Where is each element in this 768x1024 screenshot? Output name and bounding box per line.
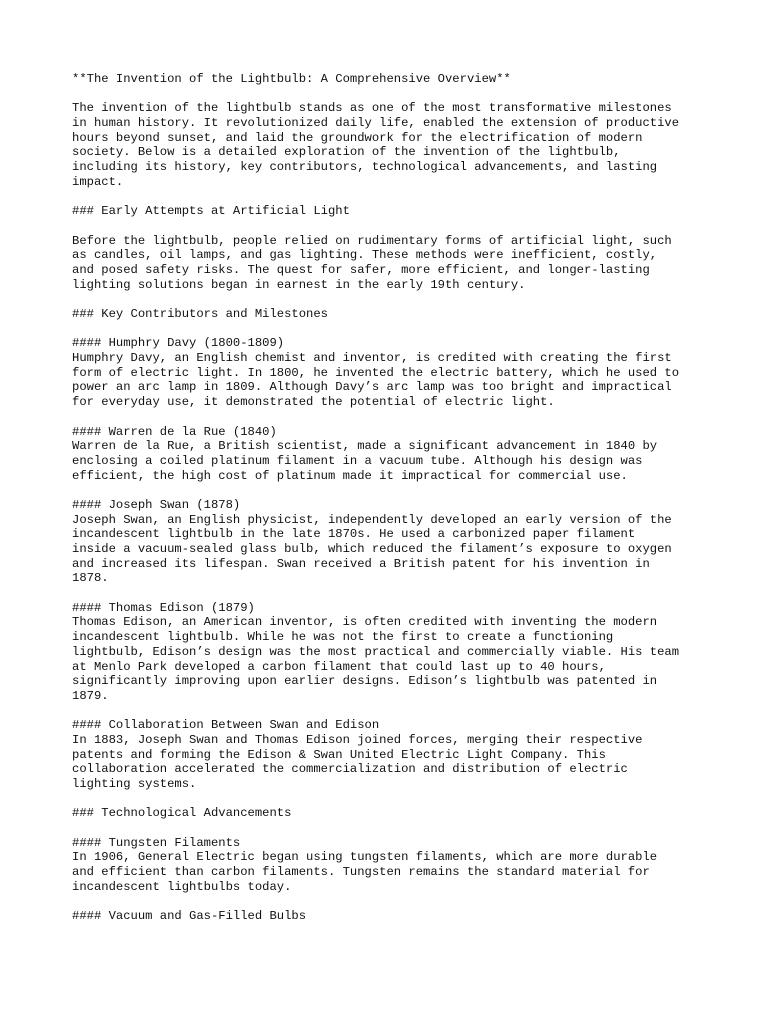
- text-line: #### Warren de la Rue (1840): [72, 424, 277, 439]
- text-line: for everyday use, it demonstrated the potential of electric light.: [72, 395, 555, 410]
- text-line: Before the lightbulb, people relied on rudimentary forms of artificial light, such: [72, 233, 672, 248]
- text-line: and efficient than carbon filaments. Tungsten remains the standard material for: [72, 865, 650, 880]
- text-line: enclosing a coiled platinum filament in a vacuum tube. Although his design was: [72, 453, 643, 468]
- text-line: ### Key Contributors and Milestones: [72, 307, 328, 321]
- text-line: and posed safety risks. The quest for safer, more efficient, and longer-lasting: [72, 262, 650, 277]
- text-line: as candles, oil lamps, and gas lighting. These methods were inefficient, costly,: [72, 248, 658, 263]
- section-collaboration: [72, 718, 732, 791]
- text-line: inside a vacuum-sealed glass bulb, which reduced the filament’s exposure to oxygen: [72, 542, 672, 556]
- document-page: [72, 72, 732, 924]
- text-line: patents and forming the Edison & Swan United Electric Light Company. This: [72, 747, 606, 762]
- text-line: Warren de la Rue, a British scientist, made a significant advancement in 1840 by: [72, 439, 658, 454]
- text-line: In 1906, General Electric began using tungsten filaments, which are more durable: [72, 850, 658, 865]
- section-humphry-davy: [72, 336, 732, 409]
- text-line: at Menlo Park developed a carbon filament that could last up to 40 hours,: [72, 659, 606, 674]
- heading-vacuum-gas-bulbs: [72, 909, 732, 924]
- heading-early-attempts: [72, 204, 732, 219]
- early-attempts-paragraph: [72, 234, 732, 293]
- text-line: lighting solutions began in earnest in the early 19th century.: [72, 277, 526, 292]
- text-line: society. Below is a detailed exploration of the invention of the lightbulb,: [72, 145, 621, 160]
- text-line: incandescent lightbulb. While he was not the first to create a functioning: [72, 630, 614, 645]
- text-line: and increased its lifespan. Swan received a British patent for his invention in: [72, 556, 650, 571]
- text-line: In 1883, Joseph Swan and Thomas Edison joined forces, merging their respective: [72, 732, 643, 747]
- intro-paragraph: [72, 101, 732, 189]
- text-line: #### Thomas Edison (1879): [72, 600, 255, 615]
- text-line: impact.: [72, 174, 124, 189]
- text-line: ### Early Attempts at Artificial Light: [72, 204, 350, 219]
- doc-title: [72, 72, 732, 87]
- text-line: 1879.: [72, 688, 109, 703]
- text-line: lightbulb, Edison’s design was the most practical and commercially viable. His team: [72, 644, 680, 659]
- text-line: #### Vacuum and Gas-Filled Bulbs: [72, 909, 307, 924]
- text-line: hours beyond sunset, and laid the groundwork for the electrification of modern: [72, 130, 643, 145]
- text-line: collaboration accelerated the commercialization and distribution of electric: [72, 762, 628, 777]
- text-line: #### Humphry Davy (1800-1809): [72, 336, 285, 351]
- text-line: significantly improving upon earlier designs. Edison’s lightbulb was patented in: [72, 674, 658, 689]
- section-warren-de-la-rue: [72, 425, 732, 484]
- text-line: #### Tungsten Filaments: [72, 835, 241, 850]
- text-line: **The Invention of the Lightbulb: A Comprehensive Overview**: [72, 72, 511, 86]
- section-thomas-edison: [72, 601, 732, 704]
- text-line: power an arc lamp in 1809. Although Davy’s arc lamp was too bright and impractical: [72, 380, 672, 395]
- text-line: in human history. It revolutionized daily life, enabled the extension of productive: [72, 116, 680, 131]
- text-line: Thomas Edison, an American inventor, is often credited with inventing the modern: [72, 615, 658, 630]
- text-line: including its history, key contributors, technological advancements, and lasting: [72, 160, 658, 175]
- text-line: form of electric light. In 1800, he invented the electric battery, which he used to: [72, 365, 680, 380]
- text-line: Joseph Swan, an English physicist, independently developed an early version of the: [72, 512, 672, 527]
- section-joseph-swan: [72, 498, 732, 586]
- heading-key-contributors: [72, 307, 732, 322]
- text-line: #### Collaboration Between Swan and Edison: [72, 718, 380, 733]
- text-line: efficient, the high cost of platinum made it impractical for commercial use.: [72, 468, 628, 483]
- text-line: 1878.: [72, 571, 109, 586]
- text-line: Humphry Davy, an English chemist and inventor, is credited with creating the first: [72, 351, 672, 366]
- text-line: #### Joseph Swan (1878): [72, 497, 241, 512]
- text-line: incandescent lightbulb in the late 1870s. He used a carbonized paper filament: [72, 527, 636, 542]
- text-line: The invention of the lightbulb stands as one of the most transformative milestones: [72, 101, 672, 116]
- heading-technological-advancements: [72, 806, 732, 821]
- text-line: incandescent lightbulbs today.: [72, 879, 292, 894]
- text-line: lighting systems.: [72, 777, 197, 791]
- section-tungsten-filaments: [72, 836, 732, 895]
- text-line: ### Technological Advancements: [72, 806, 292, 821]
